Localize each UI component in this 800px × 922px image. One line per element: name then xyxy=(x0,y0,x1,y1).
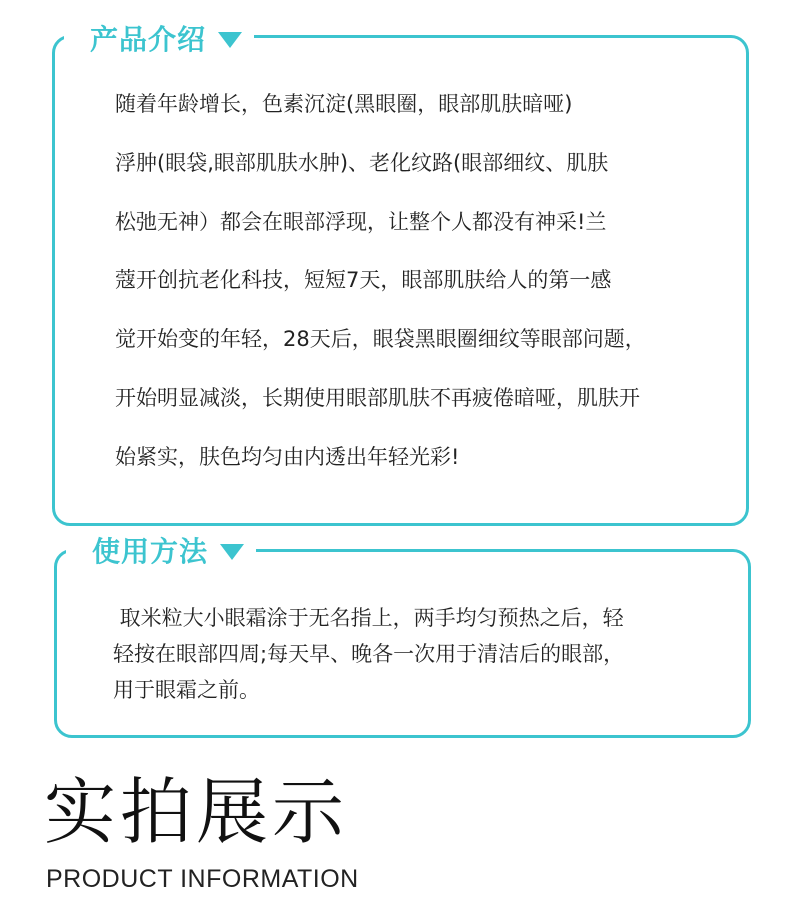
intro-line: 随着年龄增长，色素沉淀(黑眼圈，眼部肌肤暗哑) xyxy=(115,92,573,116)
triangle-down-icon xyxy=(220,544,244,560)
product-intro-header xyxy=(64,18,254,58)
usage-title: 使用方法 xyxy=(92,535,209,568)
showcase-title: 实拍展示 xyxy=(44,770,349,854)
intro-line: 蔻开创抗老化科技，短短7天，眼部肌肤给人的第一感 xyxy=(115,268,612,293)
intro-line: 浮肿(眼袋,眼部肌肤水肿)、老化纹路(眼部细纹、肌肤 xyxy=(115,150,609,175)
intro-line: 开始明显减淡，长期使用眼部肌肤不再疲倦暗哑，肌肤开 xyxy=(115,385,640,410)
usage-text xyxy=(113,600,624,708)
usage-line: 取米粒大小眼霜涂于无名指上，两手均匀预热之后，轻 xyxy=(113,606,624,630)
triangle-down-icon xyxy=(218,32,242,48)
usage-header xyxy=(66,530,256,570)
product-intro-text xyxy=(115,86,646,498)
intro-line: 觉开始变的年轻，28天后，眼袋黑眼圈细纹等眼部问题， xyxy=(115,327,646,352)
intro-line: 松弛无神）都会在眼部浮现，让整个人都没有神采!兰 xyxy=(115,209,607,234)
usage-line: 轻按在眼部四周;每天早、晚各一次用于清洁后的眼部， xyxy=(113,642,625,666)
product-intro-title: 产品介绍 xyxy=(90,23,207,56)
usage-line: 用于眼霜之前。 xyxy=(113,678,260,702)
showcase-subtitle: PRODUCT INFORMATION xyxy=(46,865,359,893)
intro-line: 始紧实，肤色均匀由内透出年轻光彩! xyxy=(115,444,460,469)
